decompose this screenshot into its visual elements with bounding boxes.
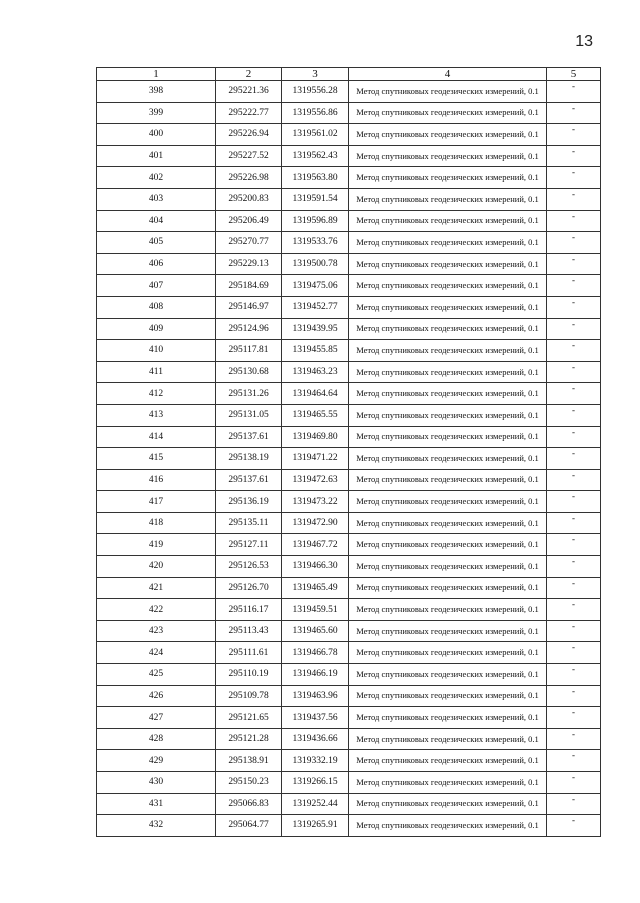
x-coordinate-cell: 295138.19	[216, 448, 282, 470]
y-coordinate-cell: 1319437.56	[282, 707, 349, 729]
x-coordinate-cell: 295137.61	[216, 426, 282, 448]
point-number-cell: 408	[97, 296, 216, 318]
method-cell: Метод спутниковых геодезических измерений, 0.1	[349, 318, 547, 340]
x-coordinate-cell: 295206.49	[216, 210, 282, 232]
method-cell: Метод спутниковых геодезических измерений, 0.1	[349, 772, 547, 794]
point-number-cell: 431	[97, 793, 216, 815]
method-cell: Метод спутниковых геодезических измерений, 0.1	[349, 512, 547, 534]
method-cell: Метод спутниковых геодезических измерений, 0.1	[349, 534, 547, 556]
table-row	[97, 664, 601, 686]
table-row	[97, 448, 601, 470]
point-number-cell: 422	[97, 599, 216, 621]
x-coordinate-cell: 295226.94	[216, 124, 282, 146]
x-coordinate-cell: 295146.97	[216, 296, 282, 318]
y-coordinate-cell: 1319533.76	[282, 232, 349, 254]
y-coordinate-cell: 1319471.22	[282, 448, 349, 470]
method-cell: Метод спутниковых геодезических измерений, 0.1	[349, 210, 547, 232]
y-coordinate-cell: 1319472.63	[282, 469, 349, 491]
y-coordinate-cell: 1319467.72	[282, 534, 349, 556]
header-col-5: 5	[547, 68, 601, 81]
note-cell: -	[547, 793, 601, 815]
table-row	[97, 145, 601, 167]
y-coordinate-cell: 1319459.51	[282, 599, 349, 621]
note-cell: -	[547, 361, 601, 383]
y-coordinate-cell: 1319472.90	[282, 512, 349, 534]
y-coordinate-cell: 1319562.43	[282, 145, 349, 167]
point-number-cell: 415	[97, 448, 216, 470]
point-number-cell: 430	[97, 772, 216, 794]
coordinates-table	[96, 67, 601, 837]
method-cell: Метод спутниковых геодезических измерений, 0.1	[349, 599, 547, 621]
x-coordinate-cell: 295137.61	[216, 469, 282, 491]
y-coordinate-cell: 1319556.28	[282, 81, 349, 103]
note-cell: -	[547, 253, 601, 275]
point-number-cell: 403	[97, 188, 216, 210]
point-number-cell: 409	[97, 318, 216, 340]
table-row	[97, 534, 601, 556]
method-cell: Метод спутниковых геодезических измерений, 0.1	[349, 253, 547, 275]
method-cell: Метод спутниковых геодезических измерений, 0.1	[349, 750, 547, 772]
table-row	[97, 102, 601, 124]
note-cell: -	[547, 232, 601, 254]
note-cell: -	[547, 491, 601, 513]
x-coordinate-cell: 295221.36	[216, 81, 282, 103]
method-cell: Метод спутниковых геодезических измерений, 0.1	[349, 383, 547, 405]
table-row	[97, 383, 601, 405]
method-cell: Метод спутниковых геодезических измерений, 0.1	[349, 664, 547, 686]
table-row	[97, 815, 601, 837]
note-cell: -	[547, 620, 601, 642]
table-row	[97, 642, 601, 664]
point-number-cell: 428	[97, 728, 216, 750]
point-number-cell: 426	[97, 685, 216, 707]
point-number-cell: 404	[97, 210, 216, 232]
point-number-cell: 418	[97, 512, 216, 534]
x-coordinate-cell: 295121.65	[216, 707, 282, 729]
note-cell: -	[547, 81, 601, 103]
point-number-cell: 412	[97, 383, 216, 405]
note-cell: -	[547, 145, 601, 167]
table-header-row	[97, 68, 601, 81]
x-coordinate-cell: 295226.98	[216, 167, 282, 189]
point-number-cell: 420	[97, 556, 216, 578]
table-row	[97, 361, 601, 383]
method-cell: Метод спутниковых геодезических измерений, 0.1	[349, 296, 547, 318]
table-row	[97, 426, 601, 448]
note-cell: -	[547, 577, 601, 599]
x-coordinate-cell: 295111.61	[216, 642, 282, 664]
table-row	[97, 404, 601, 426]
x-coordinate-cell: 295109.78	[216, 685, 282, 707]
y-coordinate-cell: 1319439.95	[282, 318, 349, 340]
x-coordinate-cell: 295229.13	[216, 253, 282, 275]
table-row	[97, 793, 601, 815]
note-cell: -	[547, 685, 601, 707]
method-cell: Метод спутниковых геодезических измерений, 0.1	[349, 556, 547, 578]
y-coordinate-cell: 1319463.96	[282, 685, 349, 707]
y-coordinate-cell: 1319452.77	[282, 296, 349, 318]
note-cell: -	[547, 664, 601, 686]
x-coordinate-cell: 295130.68	[216, 361, 282, 383]
note-cell: -	[547, 340, 601, 362]
point-number-cell: 401	[97, 145, 216, 167]
point-number-cell: 410	[97, 340, 216, 362]
table-row	[97, 275, 601, 297]
point-number-cell: 427	[97, 707, 216, 729]
method-cell: Метод спутниковых геодезических измерений, 0.1	[349, 81, 547, 103]
point-number-cell: 419	[97, 534, 216, 556]
point-number-cell: 407	[97, 275, 216, 297]
point-number-cell: 405	[97, 232, 216, 254]
x-coordinate-cell: 295117.81	[216, 340, 282, 362]
x-coordinate-cell: 295116.17	[216, 599, 282, 621]
y-coordinate-cell: 1319466.19	[282, 664, 349, 686]
method-cell: Метод спутниковых геодезических измерений, 0.1	[349, 685, 547, 707]
x-coordinate-cell: 295131.05	[216, 404, 282, 426]
x-coordinate-cell: 295121.28	[216, 728, 282, 750]
method-cell: Метод спутниковых геодезических измерений, 0.1	[349, 577, 547, 599]
note-cell: -	[547, 599, 601, 621]
method-cell: Метод спутниковых геодезических измерений, 0.1	[349, 275, 547, 297]
x-coordinate-cell: 295113.43	[216, 620, 282, 642]
note-cell: -	[547, 815, 601, 837]
method-cell: Метод спутниковых геодезических измерений, 0.1	[349, 124, 547, 146]
y-coordinate-cell: 1319561.02	[282, 124, 349, 146]
table-row	[97, 340, 601, 362]
point-number-cell: 429	[97, 750, 216, 772]
point-number-cell: 400	[97, 124, 216, 146]
table-row	[97, 577, 601, 599]
point-number-cell: 424	[97, 642, 216, 664]
note-cell: -	[547, 448, 601, 470]
table-body	[97, 81, 601, 837]
y-coordinate-cell: 1319556.86	[282, 102, 349, 124]
table-row	[97, 707, 601, 729]
x-coordinate-cell: 295126.70	[216, 577, 282, 599]
table-row	[97, 556, 601, 578]
x-coordinate-cell: 295124.96	[216, 318, 282, 340]
method-cell: Метод спутниковых геодезических измерений, 0.1	[349, 620, 547, 642]
header-col-1: 1	[97, 68, 216, 81]
x-coordinate-cell: 295222.77	[216, 102, 282, 124]
header-col-4: 4	[349, 68, 547, 81]
x-coordinate-cell: 295064.77	[216, 815, 282, 837]
y-coordinate-cell: 1319463.23	[282, 361, 349, 383]
y-coordinate-cell: 1319473.22	[282, 491, 349, 513]
x-coordinate-cell: 295270.77	[216, 232, 282, 254]
note-cell: -	[547, 750, 601, 772]
y-coordinate-cell: 1319332.19	[282, 750, 349, 772]
y-coordinate-cell: 1319466.30	[282, 556, 349, 578]
note-cell: -	[547, 642, 601, 664]
note-cell: -	[547, 102, 601, 124]
table-row	[97, 599, 601, 621]
y-coordinate-cell: 1319265.91	[282, 815, 349, 837]
y-coordinate-cell: 1319465.60	[282, 620, 349, 642]
point-number-cell: 406	[97, 253, 216, 275]
y-coordinate-cell: 1319465.55	[282, 404, 349, 426]
y-coordinate-cell: 1319500.78	[282, 253, 349, 275]
method-cell: Метод спутниковых геодезических измерений, 0.1	[349, 642, 547, 664]
note-cell: -	[547, 728, 601, 750]
point-number-cell: 423	[97, 620, 216, 642]
point-number-cell: 416	[97, 469, 216, 491]
point-number-cell: 399	[97, 102, 216, 124]
table-row	[97, 685, 601, 707]
x-coordinate-cell: 295227.52	[216, 145, 282, 167]
note-cell: -	[547, 556, 601, 578]
note-cell: -	[547, 426, 601, 448]
method-cell: Метод спутниковых геодезических измерений, 0.1	[349, 340, 547, 362]
note-cell: -	[547, 383, 601, 405]
note-cell: -	[547, 534, 601, 556]
method-cell: Метод спутниковых геодезических измерений, 0.1	[349, 448, 547, 470]
method-cell: Метод спутниковых геодезических измерений, 0.1	[349, 361, 547, 383]
y-coordinate-cell: 1319596.89	[282, 210, 349, 232]
point-number-cell: 398	[97, 81, 216, 103]
table-row	[97, 188, 601, 210]
point-number-cell: 417	[97, 491, 216, 513]
table-row	[97, 750, 601, 772]
y-coordinate-cell: 1319455.85	[282, 340, 349, 362]
y-coordinate-cell: 1319591.54	[282, 188, 349, 210]
table-row	[97, 81, 601, 103]
note-cell: -	[547, 210, 601, 232]
header-col-3: 3	[282, 68, 349, 81]
method-cell: Метод спутниковых геодезических измерений, 0.1	[349, 232, 547, 254]
x-coordinate-cell: 295138.91	[216, 750, 282, 772]
point-number-cell: 411	[97, 361, 216, 383]
table-row	[97, 728, 601, 750]
method-cell: Метод спутниковых геодезических измерений, 0.1	[349, 469, 547, 491]
note-cell: -	[547, 296, 601, 318]
y-coordinate-cell: 1319266.15	[282, 772, 349, 794]
x-coordinate-cell: 295184.69	[216, 275, 282, 297]
header-col-2: 2	[216, 68, 282, 81]
note-cell: -	[547, 167, 601, 189]
y-coordinate-cell: 1319469.80	[282, 426, 349, 448]
note-cell: -	[547, 318, 601, 340]
method-cell: Метод спутниковых геодезических измерений, 0.1	[349, 426, 547, 448]
page-number: 13	[575, 33, 593, 50]
note-cell: -	[547, 512, 601, 534]
table-row	[97, 210, 601, 232]
table-row	[97, 620, 601, 642]
y-coordinate-cell: 1319563.80	[282, 167, 349, 189]
note-cell: -	[547, 469, 601, 491]
method-cell: Метод спутниковых геодезических измерений, 0.1	[349, 793, 547, 815]
table-row	[97, 167, 601, 189]
point-number-cell: 413	[97, 404, 216, 426]
table-row	[97, 296, 601, 318]
y-coordinate-cell: 1319466.78	[282, 642, 349, 664]
x-coordinate-cell: 295127.11	[216, 534, 282, 556]
table-row	[97, 772, 601, 794]
method-cell: Метод спутниковых геодезических измерений, 0.1	[349, 707, 547, 729]
note-cell: -	[547, 404, 601, 426]
table-row	[97, 232, 601, 254]
method-cell: Метод спутниковых геодезических измерений, 0.1	[349, 145, 547, 167]
table-row	[97, 253, 601, 275]
y-coordinate-cell: 1319436.66	[282, 728, 349, 750]
method-cell: Метод спутниковых геодезических измерений, 0.1	[349, 167, 547, 189]
point-number-cell: 432	[97, 815, 216, 837]
note-cell: -	[547, 124, 601, 146]
point-number-cell: 414	[97, 426, 216, 448]
table-row	[97, 469, 601, 491]
x-coordinate-cell: 295126.53	[216, 556, 282, 578]
y-coordinate-cell: 1319475.06	[282, 275, 349, 297]
table-row	[97, 512, 601, 534]
y-coordinate-cell: 1319252.44	[282, 793, 349, 815]
method-cell: Метод спутниковых геодезических измерений, 0.1	[349, 815, 547, 837]
method-cell: Метод спутниковых геодезических измерений, 0.1	[349, 188, 547, 210]
x-coordinate-cell: 295200.83	[216, 188, 282, 210]
y-coordinate-cell: 1319464.64	[282, 383, 349, 405]
method-cell: Метод спутниковых геодезических измерений, 0.1	[349, 728, 547, 750]
note-cell: -	[547, 188, 601, 210]
point-number-cell: 402	[97, 167, 216, 189]
table-row	[97, 318, 601, 340]
x-coordinate-cell: 295135.11	[216, 512, 282, 534]
x-coordinate-cell: 295066.83	[216, 793, 282, 815]
point-number-cell: 421	[97, 577, 216, 599]
note-cell: -	[547, 275, 601, 297]
x-coordinate-cell: 295131.26	[216, 383, 282, 405]
x-coordinate-cell: 295136.19	[216, 491, 282, 513]
method-cell: Метод спутниковых геодезических измерений, 0.1	[349, 491, 547, 513]
method-cell: Метод спутниковых геодезических измерений, 0.1	[349, 404, 547, 426]
note-cell: -	[547, 772, 601, 794]
method-cell: Метод спутниковых геодезических измерений, 0.1	[349, 102, 547, 124]
table-row	[97, 124, 601, 146]
y-coordinate-cell: 1319465.49	[282, 577, 349, 599]
table-row	[97, 491, 601, 513]
point-number-cell: 425	[97, 664, 216, 686]
x-coordinate-cell: 295110.19	[216, 664, 282, 686]
x-coordinate-cell: 295150.23	[216, 772, 282, 794]
note-cell: -	[547, 707, 601, 729]
